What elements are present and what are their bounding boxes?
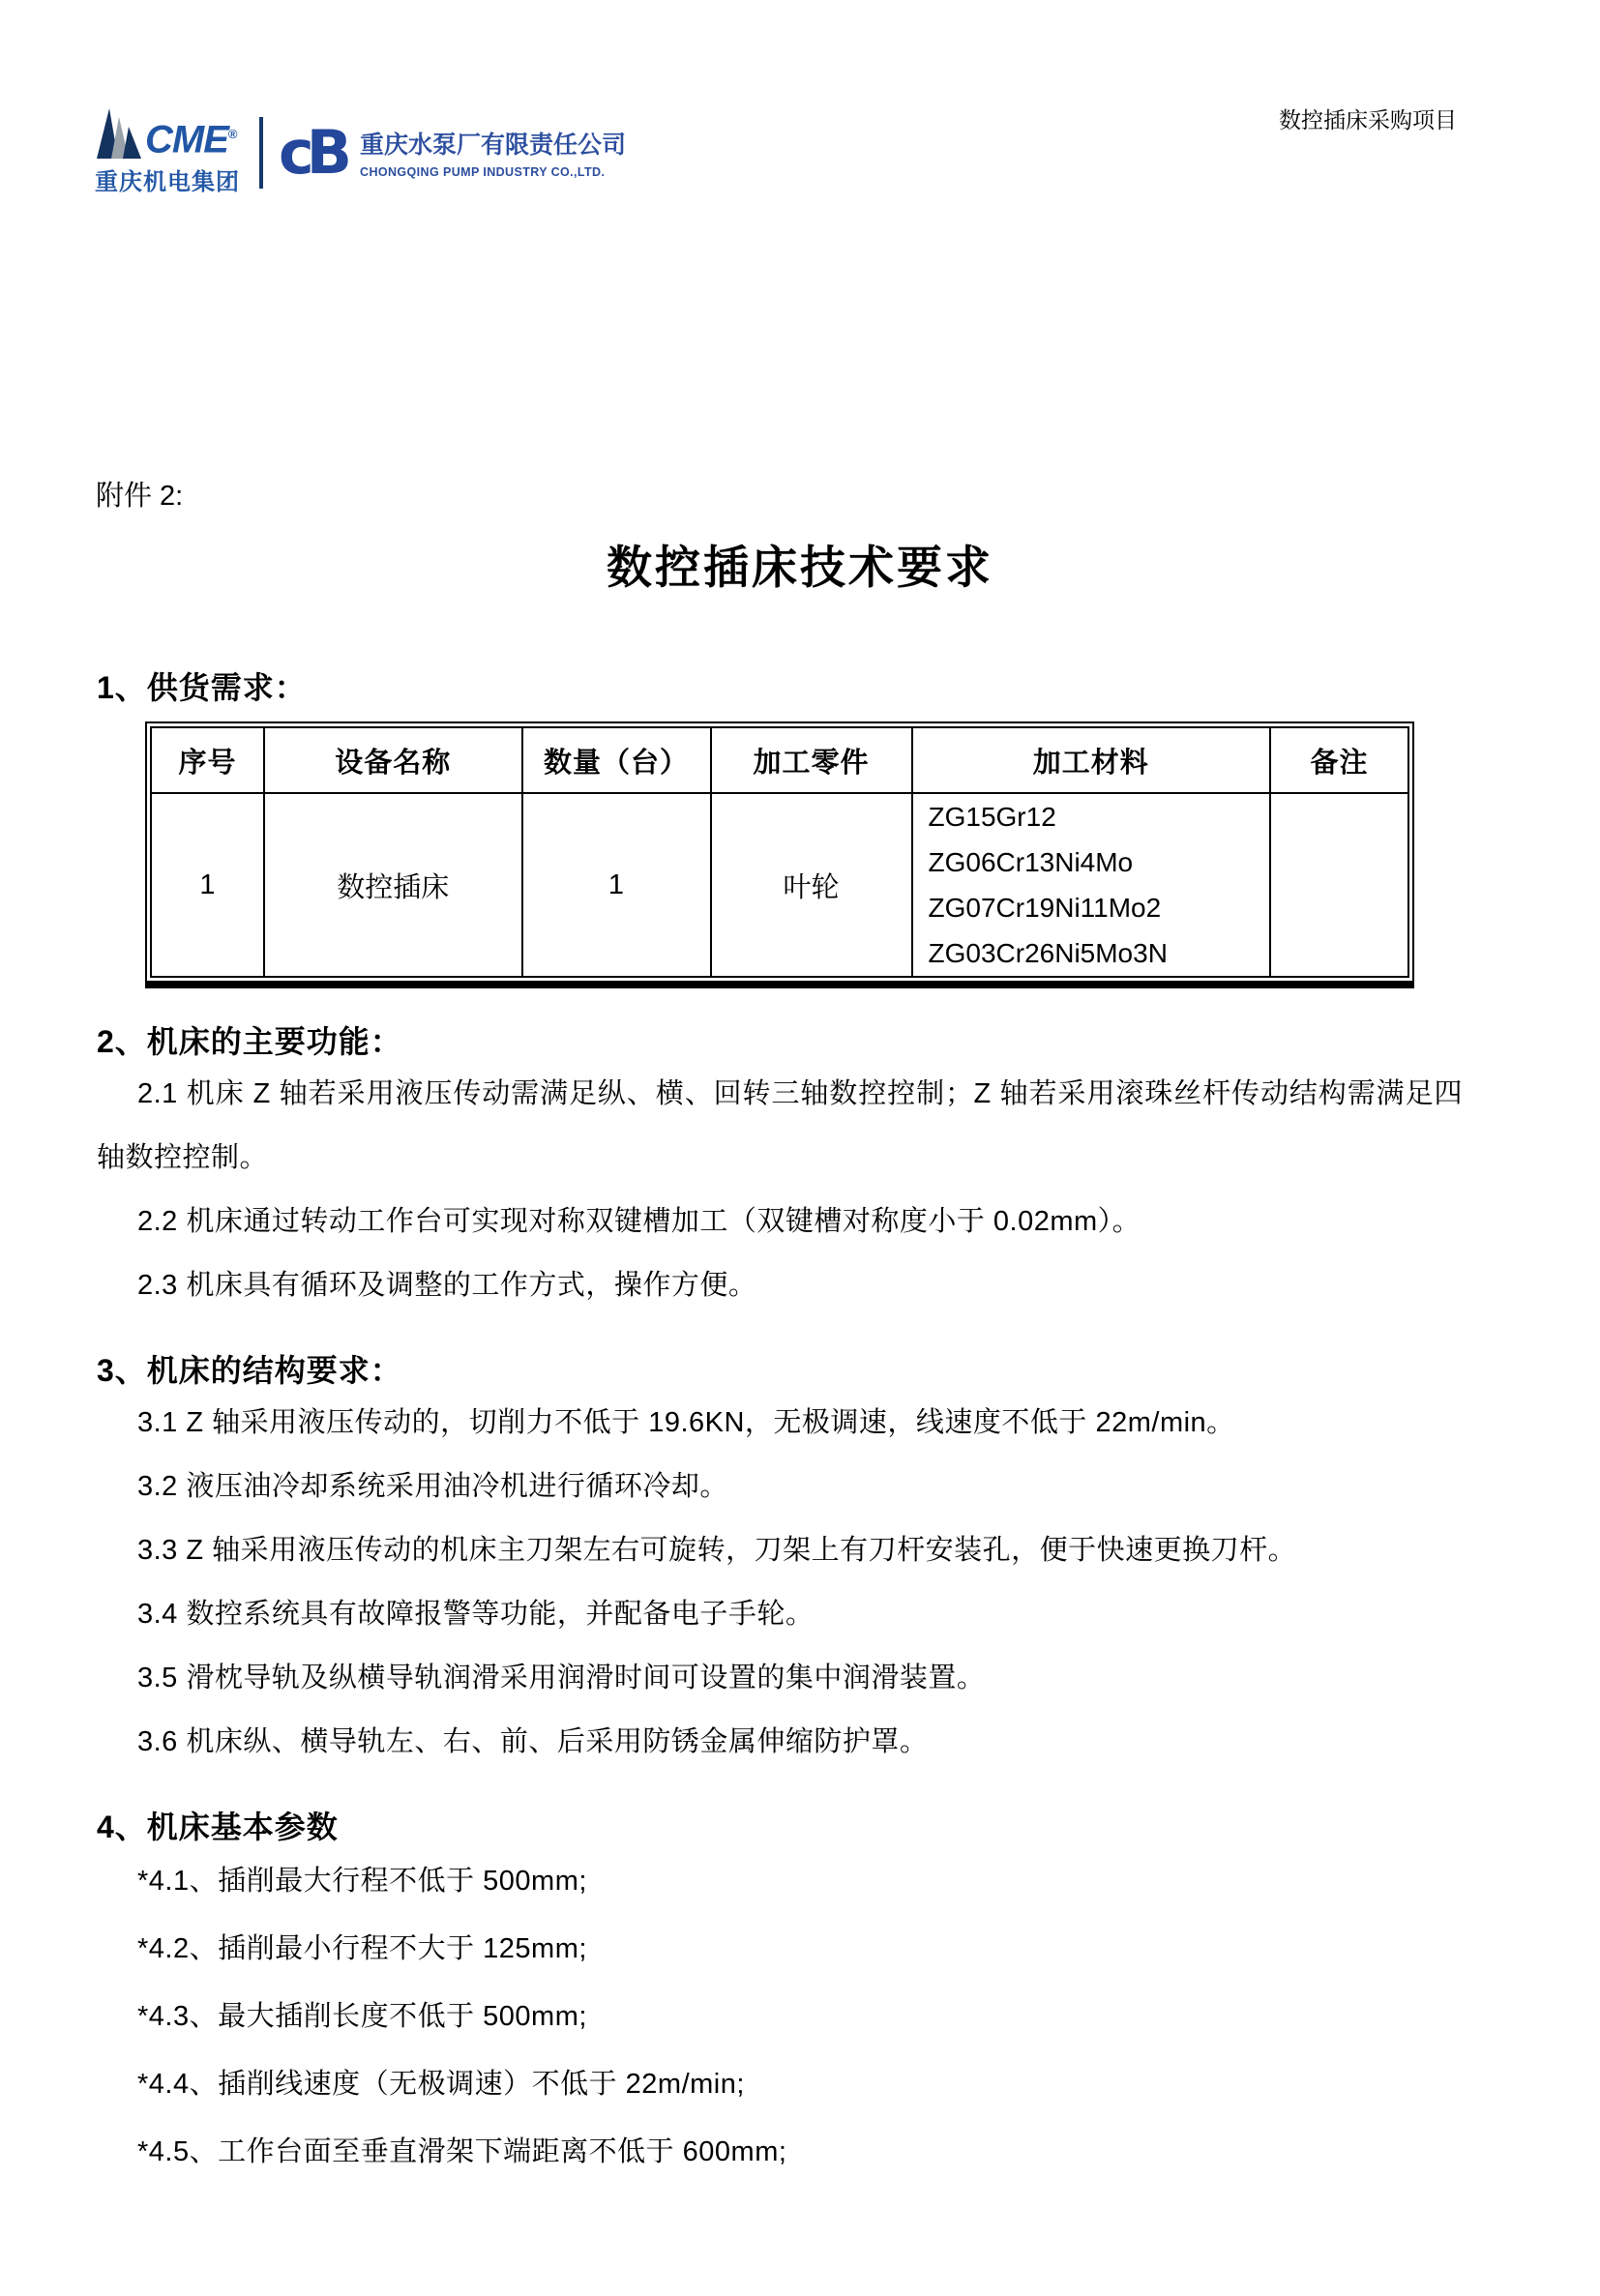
- project-label: 数控插床采购项目: [1279, 107, 1457, 132]
- material-line: ZG06Cr13Ni4Mo: [928, 847, 1134, 877]
- paragraph-2-3: 2.3 机床具有循环及调整的工作方式，操作方便。: [137, 1270, 757, 1301]
- parameter-item-4-5: *4.5、工作台面至垂直滑架下端距离不低于 600mm;: [137, 2136, 787, 2167]
- cell-workpiece: 叶轮: [711, 793, 912, 977]
- document-title: 数控插床技术要求: [607, 542, 993, 593]
- paragraph-3-3: 3.3 Z 轴采用液压传动的机床主刀架左右可旋转，刀架上有刀杆安装孔，便于快速更换刀杆。: [137, 1535, 1297, 1566]
- pump-monogram-icon: cB: [279, 116, 345, 188]
- material-line: ZG15Gr12: [928, 802, 1056, 832]
- paragraph-3-6: 3.6 机床纵、横导轨左、右、前、后采用防锈金属伸缩防护罩。: [137, 1726, 929, 1757]
- logo-divider: [259, 117, 263, 189]
- registered-mark-icon: ®: [227, 126, 237, 141]
- col-header-quantity: 数量（台）: [522, 727, 711, 793]
- paragraph-3-2: 3.2 液压油冷却系统采用油冷机进行循环冷却。: [137, 1471, 728, 1502]
- paragraph-3-5: 3.5 滑枕导轨及纵横导轨润滑采用润滑时间可设置的集中润滑装置。: [137, 1663, 986, 1693]
- document-body: [97, 663, 1463, 2186]
- section-heading-supply: 1、供货需求：: [97, 670, 307, 705]
- table-row: [151, 793, 1408, 977]
- cell-materials: [912, 793, 1271, 977]
- col-header-seq: 序号: [151, 727, 264, 793]
- paragraph-2-1: 2.1 机床 Z 轴若采用液压传动需满足纵、横、回转三轴数控控制；Z 轴若采用滚珠丝杆传动结构需满足四轴数控控制。: [97, 1078, 1463, 1173]
- parameter-item-4-2: *4.2、插削最小行程不大于 125mm;: [137, 1933, 587, 1964]
- cme-acronym: CME®: [145, 118, 237, 161]
- parameter-item-4-3: *4.3、最大插削长度不低于 500mm;: [137, 2001, 587, 2032]
- header-brand: [95, 108, 626, 196]
- col-header-materials: 加工材料: [912, 727, 1271, 793]
- paragraph-2-2: 2.2 机床通过转动工作台可实现对称双键槽加工（双键槽对称度小于 0.02mm）。: [137, 1206, 1141, 1237]
- section-heading-parameters: 4、机床基本参数: [97, 1810, 339, 1844]
- col-header-device-name: 设备名称: [264, 727, 522, 793]
- cme-logo: [95, 108, 240, 196]
- col-header-remark: 备注: [1270, 727, 1408, 793]
- section-heading-structure: 3、机床的结构要求：: [97, 1353, 402, 1388]
- col-header-workpiece: 加工零件: [711, 727, 912, 793]
- attachment-label: 附件 2:: [96, 481, 184, 512]
- cell-remark: [1270, 793, 1408, 977]
- cell-quantity: 1: [522, 793, 711, 977]
- parameter-item-4-1: *4.1、插削最大行程不低于 500mm;: [137, 1866, 587, 1897]
- cell-seq: 1: [151, 793, 264, 977]
- pump-company-name-cn: 重庆水泵厂有限责任公司: [360, 132, 627, 159]
- cme-company-name: 重庆机电集团: [95, 169, 240, 195]
- parameter-item-4-4: *4.4、插削线速度（无极调速）不低于 22m/min;: [137, 2069, 745, 2100]
- cme-mountain-icon: [95, 108, 141, 159]
- material-line: ZG07Cr19Ni11Mo2: [928, 893, 1162, 923]
- paragraph-3-4: 3.4 数控系统具有故障报警等功能，并配备电子手轮。: [137, 1599, 815, 1630]
- cell-device-name: 数控插床: [264, 793, 522, 977]
- section-heading-functions: 2、机床的主要功能：: [97, 1024, 402, 1059]
- supply-table: [145, 721, 1414, 988]
- pump-company-name-en: CHONGQING PUMP INDUSTRY CO.,LTD.: [360, 165, 606, 179]
- pump-logo: [279, 116, 627, 188]
- table-header-row: [151, 727, 1408, 793]
- paragraph-3-1: 3.1 Z 轴采用液压传动的，切削力不低于 19.6KN，无极调速，线速度不低于 22m/min。: [137, 1407, 1235, 1438]
- material-line: ZG03Cr26Ni5Mo3N: [928, 938, 1168, 968]
